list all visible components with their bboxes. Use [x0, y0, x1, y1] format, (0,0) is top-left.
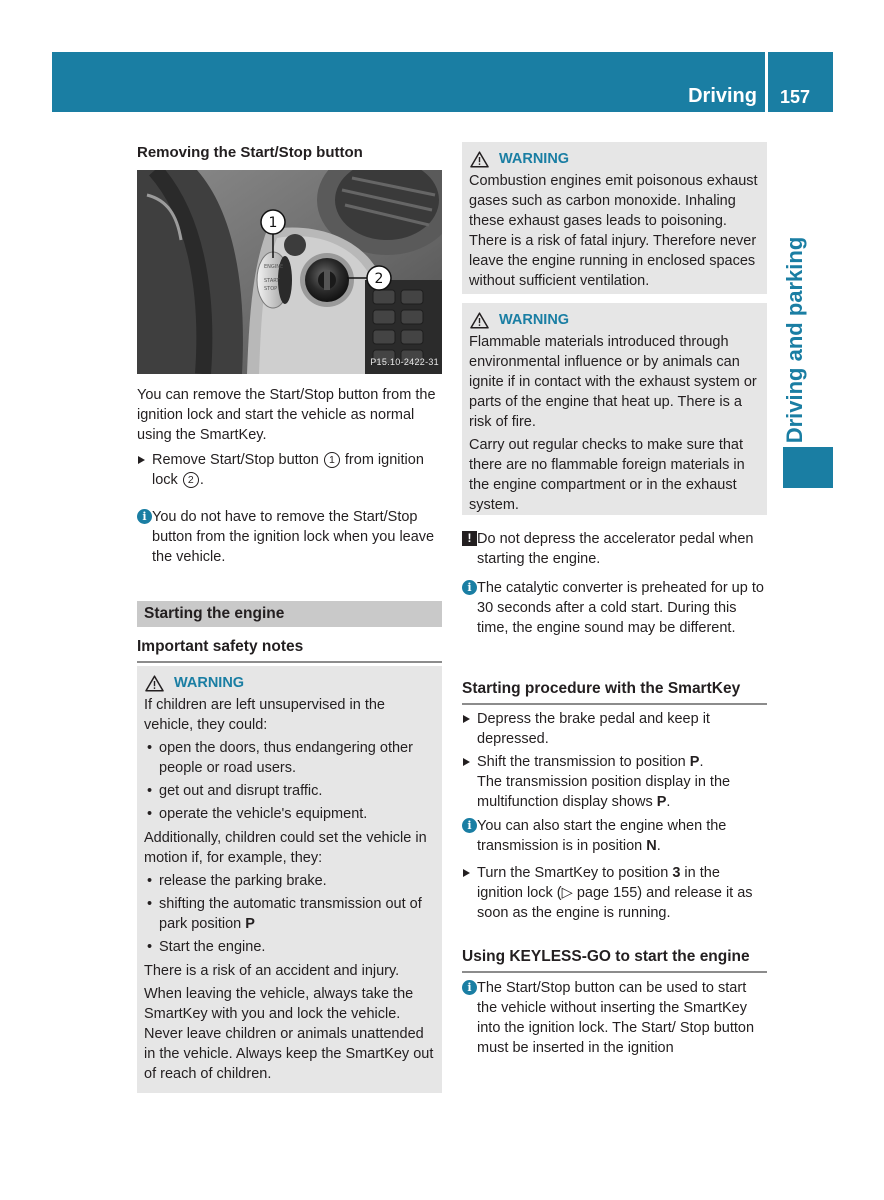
side-tab-marker	[783, 447, 833, 488]
warning-triangle-icon	[470, 312, 489, 329]
step-arrow-icon	[138, 456, 145, 464]
step-text: Shift the transmission to position	[477, 754, 686, 770]
list-item: • release the parking brake.	[144, 871, 435, 891]
section-starting-engine: Starting the engine	[137, 601, 442, 627]
warning-triangle-icon	[470, 151, 489, 168]
callout-ref-1: 1	[324, 452, 340, 468]
warning-box-exhaust	[462, 142, 767, 294]
warning-text: Flammable materials introduced through environmental influence or by animals can ignite if in contact with the exhaust system or parts of the engine that heat up. There is a risk of fire.	[469, 334, 757, 430]
svg-text:STOP: STOP	[264, 286, 278, 292]
header-separator	[765, 52, 768, 112]
page-ref-arrow-icon: ▷	[561, 885, 573, 901]
warning-list	[144, 738, 435, 824]
note-text: You do not have to remove the Start/Stop button from the ignition lock when you leave the vehicle.	[152, 509, 435, 565]
list-item: • shifting the automatic transmission out of park position P	[144, 894, 435, 934]
caution-note-accelerator	[462, 529, 767, 569]
intro-paragraph: You can remove the Start/Stop button from the ignition lock and start the vehicle as normal using the SmartKey.	[137, 387, 436, 443]
step-brake	[462, 709, 767, 749]
note-text: Do not depress the accelerator pedal when starting the engine.	[477, 531, 754, 567]
info-icon: i	[137, 509, 152, 524]
step-text: in the ignition lock (	[477, 865, 720, 901]
callout-1: 1	[268, 215, 278, 231]
step-arrow-icon	[463, 869, 470, 877]
step-text: Turn the SmartKey to position	[477, 865, 669, 881]
note-text: The catalytic converter is preheated for up to 30 seconds after a cold start. During this time, the engine sound may be different.	[477, 580, 764, 636]
info-note-catalytic	[462, 578, 767, 638]
svg-text:ENGINE: ENGINE	[264, 264, 284, 270]
step-text: Remove Start/Stop button	[152, 452, 319, 468]
note-text: The Start/Stop button can be used to start the vehicle without inserting the SmartKey into the ignition lock. The Start/ Stop button must be inserted in the ignition	[477, 980, 755, 1056]
note-text: You can also start the engine when the transmission is in position	[477, 818, 727, 854]
callout-2: 2	[374, 271, 384, 287]
section-title: Driving	[688, 85, 757, 107]
step-text: Depress the brake pedal and keep it depressed.	[477, 711, 710, 747]
warning-text: Carry out regular checks to make sure that there are no flammable foreign materials in the engine compartment or in the exhaust system.	[469, 437, 745, 513]
info-note-keyless	[462, 978, 767, 1058]
heading-smartkey: Starting procedure with the SmartKey	[462, 679, 767, 705]
warning-text: Combustion engines emit poisonous exhaust gases such as carbon monoxide. Inhaling these exhaust gases leads to poisoning. There is a risk of fatal injury. Therefore never leave the engine running in enclosed spaces without sufficient ventilation.	[469, 173, 758, 289]
warning-list	[144, 871, 435, 957]
step-arrow-icon	[463, 758, 470, 766]
warning-text: There is a risk of an accident and injury.	[144, 963, 400, 979]
removing-title: Removing the Start/Stop button	[137, 144, 363, 161]
position-p: P	[656, 794, 667, 810]
heading-keyless-go: Using KEYLESS-GO to start the engine	[462, 947, 767, 973]
info-icon: i	[462, 980, 477, 995]
warning-title: WARNING	[499, 312, 570, 328]
page-reference-link[interactable]: page 155) and release it as soon as the engine is running.	[477, 885, 753, 921]
callout-ref-2: 2	[183, 472, 199, 488]
warning-box-children	[137, 666, 442, 1093]
warning-triangle-icon	[145, 675, 164, 692]
list-item: • get out and disrupt traffic.	[144, 781, 435, 801]
info-icon: i	[462, 580, 477, 595]
step-remove-button	[137, 450, 442, 490]
exclamation-icon: !	[462, 531, 477, 546]
page-number: 157	[779, 87, 811, 107]
warning-box-flammable	[462, 303, 767, 515]
step-text: The transmission position display in the multifunction display shows	[477, 774, 731, 810]
list-item: • Start the engine.	[144, 937, 435, 957]
list-item: • operate the vehicle's equipment.	[144, 804, 435, 824]
list-item: • open the doors, thus endangering other people or road users.	[144, 738, 435, 778]
photo-code: P15.10-2422-31	[370, 357, 439, 367]
warning-text: Additionally, children could set the vehicle in motion if, for example, they:	[144, 830, 427, 866]
warning-text: When leaving the vehicle, always take the SmartKey with you and lock the vehicle. Never leave children or animals unattended in the vehicle. Always keep the SmartKey out of reach of children.	[144, 986, 434, 1082]
step-shift-park: Shift the transmission to position P. The transmission position display in the multifunction display shows P.	[462, 752, 767, 812]
warning-text: If children are left unsupervised in the vehicle, they could:	[144, 697, 385, 733]
warning-title: WARNING	[174, 675, 245, 691]
position-n: N	[646, 838, 657, 854]
step-text: .	[199, 472, 204, 488]
step-arrow-icon	[463, 715, 470, 723]
info-icon: i	[462, 818, 477, 833]
position-p: P	[689, 754, 700, 770]
svg-text:START: START	[264, 278, 280, 284]
step-text: from ignition lock	[152, 452, 424, 488]
step-turn-smartkey	[462, 863, 767, 923]
info-note-neutral: i You can also start the engine when the transmission is in position N.	[462, 816, 767, 856]
heading-safety-notes: Important safety notes	[137, 637, 442, 663]
warning-title: WARNING	[499, 151, 570, 167]
side-tab-label: Driving and parking	[782, 236, 807, 444]
ignition-lock-photo	[137, 170, 442, 374]
ignition-lock-illustration	[137, 170, 442, 374]
info-note-remove	[137, 507, 442, 567]
position-3: 3	[672, 865, 681, 881]
